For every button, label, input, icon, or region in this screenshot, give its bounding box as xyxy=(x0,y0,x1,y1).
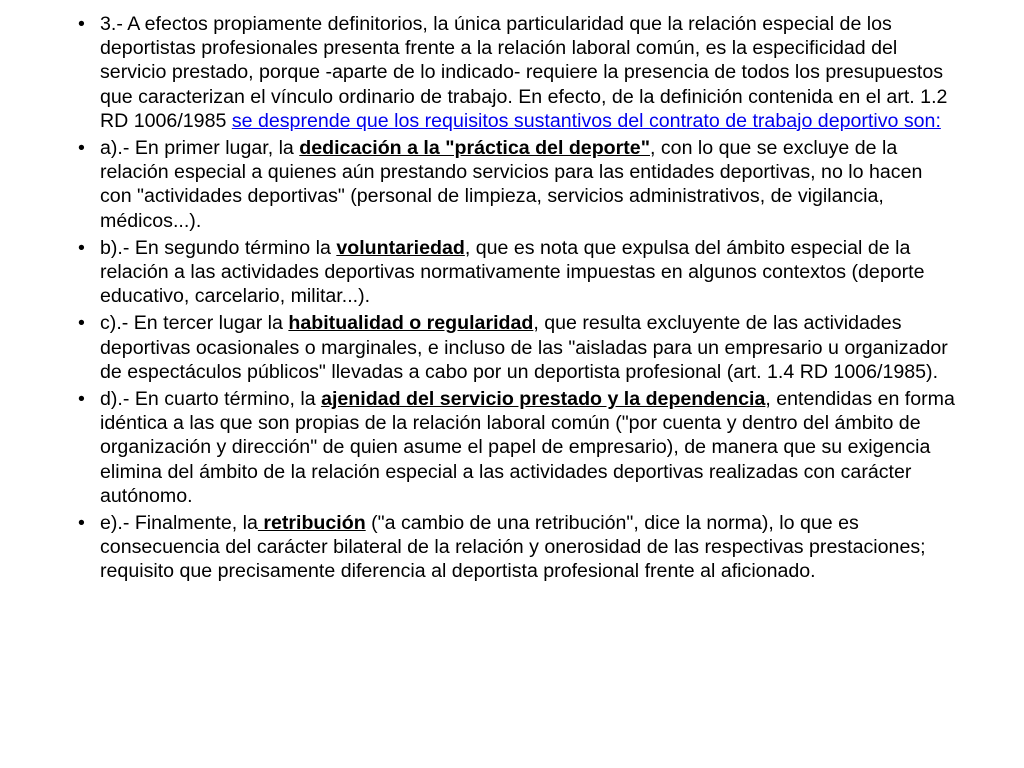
bullet-item-e xyxy=(78,511,958,584)
emphasis-ajenidad: ajenidad del servicio prestado y la dependencia xyxy=(321,388,766,411)
emphasis-voluntariedad: voluntariedad xyxy=(336,236,465,259)
emphasis-habitualidad: habitualidad o regularidad xyxy=(288,312,534,335)
bullet-text-post: , que es nota que expulsa del ámbito especial de la relación a las actividades deportivas normativamente impuestas en algunos contextos (deporte educativo, carcelario, militar...). xyxy=(100,236,925,308)
bullet-item-b xyxy=(78,236,958,309)
bullet-text-pre: c).- En tercer lugar la xyxy=(100,312,289,335)
bullet-icon: • xyxy=(78,137,85,160)
bullet-item-3 xyxy=(78,12,958,133)
bullet-icon: • xyxy=(78,13,85,35)
bullet-icon: • xyxy=(78,236,85,259)
bullet-item-c xyxy=(78,311,958,384)
bullet-text-pre: e).- Finalmente, la xyxy=(100,512,258,535)
bullet-list xyxy=(78,12,958,587)
emphasis-practica-deporte: dedicación a la "práctica del deporte" xyxy=(299,137,650,160)
bullet-item-a xyxy=(78,136,958,233)
bullet-text-post: , con lo que se excluye de la relación especial a quienes aún prestando servicios para las entidades deportivas, no lo hacen con "actividades deportivas" (personal de limpieza, servicios administrativos, de vigilancia, médicos...). xyxy=(100,137,923,232)
bullet-icon: • xyxy=(78,312,85,335)
hyperlink-requisitos[interactable]: se desprende que los requisitos sustantivos del contrato de trabajo deportivo son: xyxy=(231,109,941,132)
bullet-text-post: ("a cambio de una retribución", dice la norma), lo que es consecuencia del carácter bilateral de la relación y onerosidad de las respectivas prestaciones; requisito que precisamente diferencia al deportista profesional frente al aficionado. xyxy=(100,512,926,583)
bullet-text-pre: a).- En primer lugar, la xyxy=(100,137,300,160)
bullet-item-d xyxy=(78,387,958,508)
bullet-text-post: , entendidas en forma idéntica a las que son propias de la relación laboral común ("por cuenta y dentro del ámbito de organización y dirección" de quien asume el papel de empresario), de manera que su exigencia elimina del ámbito de la relación especial a las actividades deportivas realizadas con carácter autónomo. xyxy=(100,388,955,507)
bullet-text-post: , que resulta excluyente de las actividades deportivas ocasionales o marginales, e incluso de las "aisladas para un empresario u organizador de espectáculos públicos" llevadas a cabo por un deportista profesional (art. 1.4 RD 1006/1985). xyxy=(100,312,948,383)
bullet-text-pre: d).- En cuarto término, la xyxy=(100,388,322,411)
bullet-text: 3.- A efectos propiamente definitorios, la única particularidad que la relación especial de los deportistas profesionales presenta frente a la relación laboral común, es la especificidad del servicio prestado, porque -aparte de lo indicado- requiere la presencia de todos los presupuestos que caracterizan el vínculo ordinario de trabajo. En efecto, de la definición contenida en el art. 1.2 RD 1006/1985 xyxy=(100,13,948,132)
bullet-text-pre: b).- En segundo término la xyxy=(100,236,337,259)
bullet-icon: • xyxy=(78,388,85,411)
emphasis-retribucion: retribución xyxy=(257,512,366,535)
bullet-icon: • xyxy=(78,512,85,535)
